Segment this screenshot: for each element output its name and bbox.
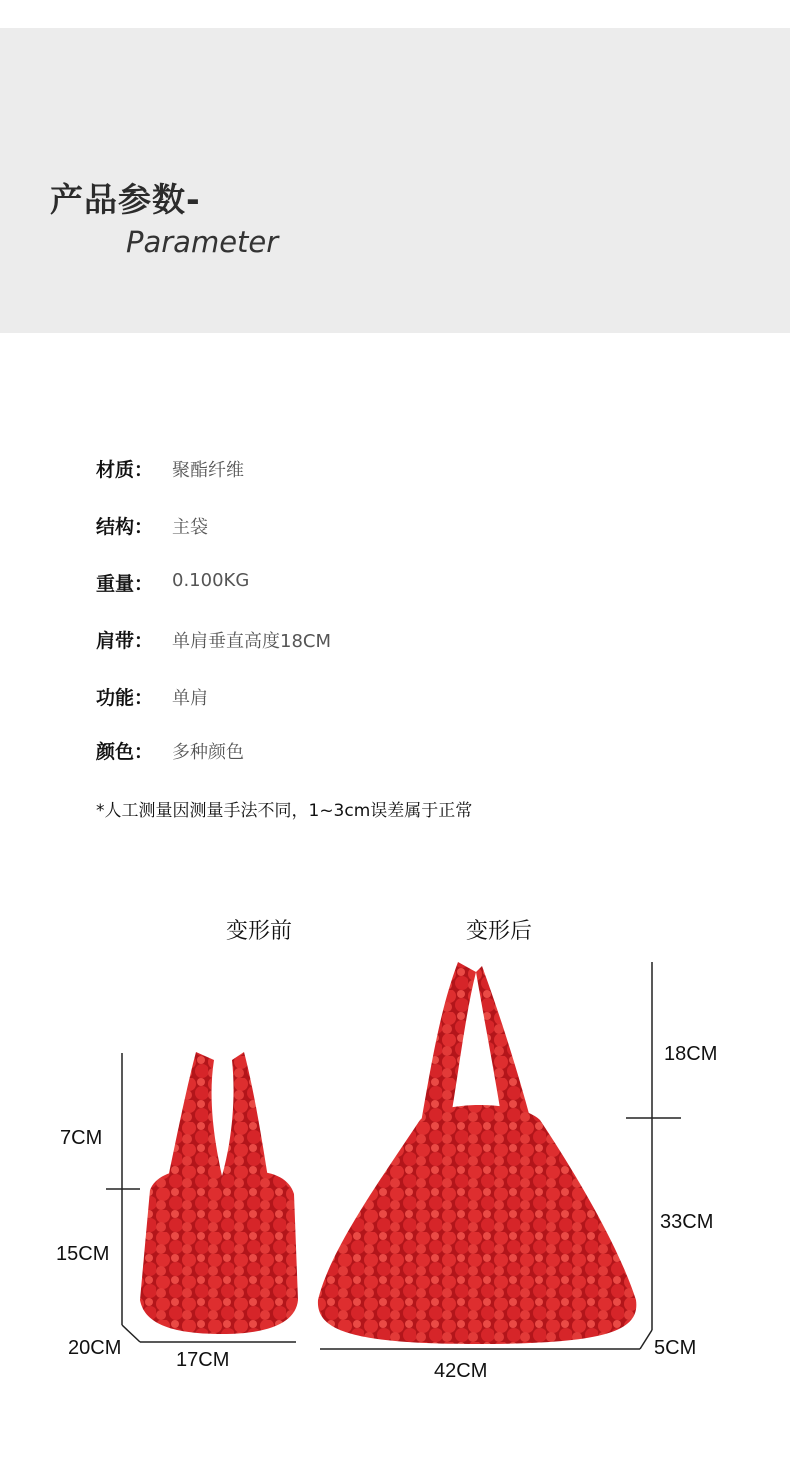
after-width-dim: 42CM (434, 1360, 488, 1382)
param-key: 颜色： (96, 741, 154, 763)
param-key: 结构： (96, 516, 154, 538)
section-title: 产品参数- (50, 180, 201, 219)
after-body-dim: 33CM (660, 1211, 714, 1233)
bag-after-image (318, 962, 636, 1344)
measurement-note: *人工测量因测量手法不同，1~3cm误差属于正常 (96, 801, 473, 821)
section-subtitle: Parameter (126, 225, 279, 259)
before-caption: 变形前 (226, 919, 293, 944)
bag-dimension-figure (0, 940, 790, 1400)
before-handle-dim: 7CM (60, 1127, 103, 1149)
param-value: 多种颜色 (172, 742, 244, 763)
after-handle-dim: 18CM (664, 1043, 718, 1065)
before-width-dim: 17CM (176, 1349, 230, 1371)
param-value: 0.100KG (172, 570, 250, 591)
before-body-dim: 15CM (56, 1243, 110, 1265)
after-caption: 变形后 (466, 919, 533, 944)
before-depth-dim: 20CM (68, 1337, 122, 1359)
param-value: 单肩 (172, 688, 208, 709)
param-value: 单肩垂直高度18CM (172, 631, 332, 652)
after-depth-dim: 5CM (654, 1337, 697, 1359)
param-key: 肩带： (96, 630, 154, 652)
param-value: 聚酯纤维 (172, 460, 244, 481)
param-key: 材质： (96, 459, 154, 481)
param-key: 功能： (96, 687, 154, 709)
param-key: 重量： (96, 573, 154, 595)
bag-before-image (140, 1052, 298, 1334)
param-value: 主袋 (172, 517, 208, 538)
